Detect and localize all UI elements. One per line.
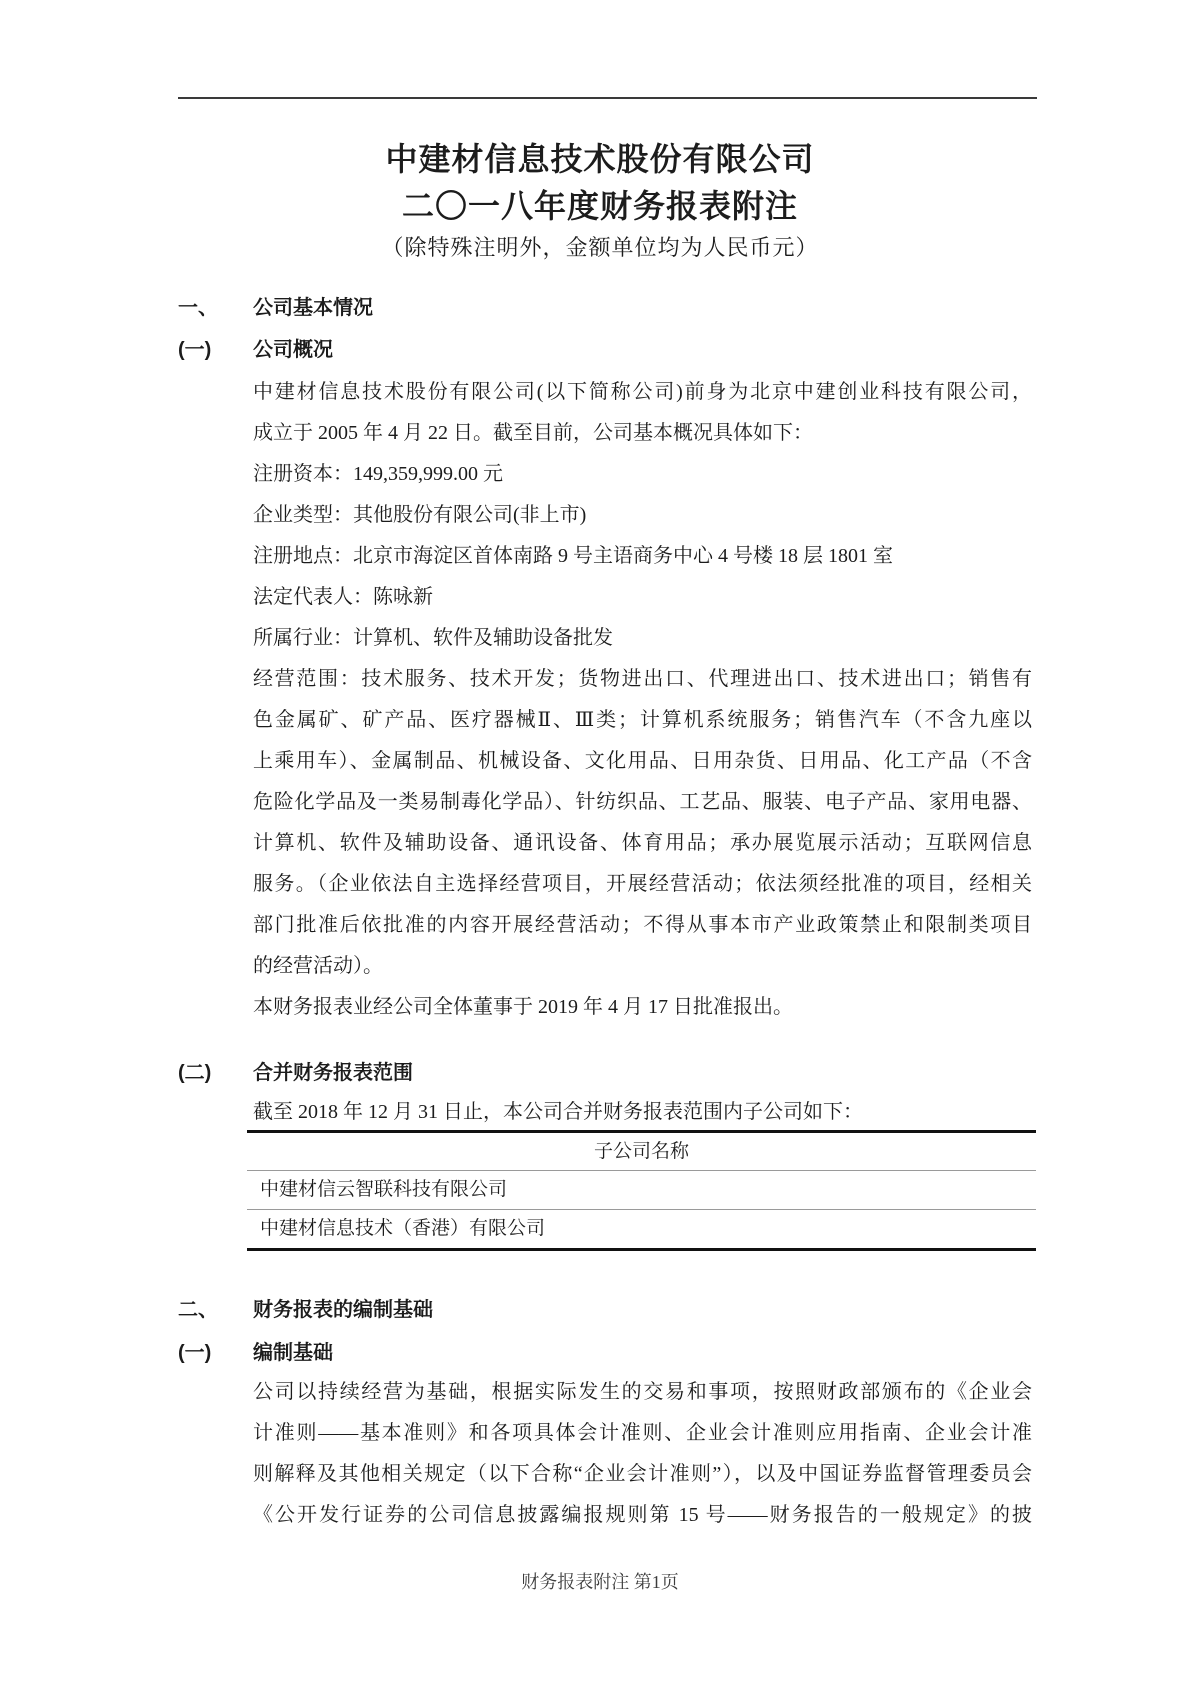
subsection-2-1-title: 编制基础 <box>253 1342 333 1364</box>
consolidation-scope-intro: 截至 2018 年 12 月 31 日止，本公司合并财务报表范围内子公司如下： <box>253 1101 863 1123</box>
subsection-1-2-title: 合并财务报表范围 <box>253 1062 413 1084</box>
paragraph-line: 企业类型：其他股份有限公司(非上市) <box>253 504 587 526</box>
paragraph-line: 则解释及其他相关规定（以下合称“企业会计准则”），以及中国证券监督管理委员会 <box>253 1463 1032 1485</box>
paragraph-line: 注册地点：北京市海淀区首体南路 9 号主语商务中心 4 号楼 18 层 1801 室 <box>253 545 893 567</box>
paragraph-line: 色金属矿、矿产品、医疗器械Ⅱ、Ⅲ类；计算机系统服务；销售汽车（不含九座以 <box>253 709 1032 731</box>
paragraph-line: 成立于 2005 年 4 月 22 日。截至目前，公司基本概况具体如下： <box>253 422 813 444</box>
table-row: 中建材信息技术（香港）有限公司 <box>260 1218 546 1239</box>
paragraph-line: 服务。（企业依法自主选择经营项目，开展经营活动；依法须经批准的项目，经相关 <box>253 873 1032 895</box>
report-title: 二〇一八年度财务报表附注 <box>401 188 798 224</box>
table-row: 中建材信云智联科技有限公司 <box>247 1171 1036 1210</box>
subsection-2-1-heading <box>178 1340 1032 1368</box>
company-overview-paragraph <box>253 372 1032 1028</box>
paragraph-line: 部门批准后依批准的内容开展经营活动；不得从事本市产业政策禁止和限制类项目 <box>253 914 1032 936</box>
paragraph-line: 本财务报表业经公司全体董事于 2019 年 4 月 17 日批准报出。 <box>253 996 793 1018</box>
preparation-basis-paragraph <box>253 1372 1032 1536</box>
subsidiaries-table <box>247 1130 1036 1251</box>
section-1-number: 一、 <box>178 297 218 319</box>
paragraph-line: 经营范围：技术服务、技术开发；货物进出口、代理进出口、技术进出口；销售有 <box>253 668 1032 690</box>
paragraph-line: 上乘用车）、金属制品、机械设备、文化用品、日用杂货、日用品、化工产品（不含 <box>253 750 1032 772</box>
subsection-1-1-title: 公司概况 <box>253 339 333 361</box>
subsection-1-2-heading <box>178 1060 1032 1088</box>
paragraph-line: 计准则——基本准则》和各项具体会计准则、企业会计准则应用指南、企业会计准 <box>253 1422 1032 1444</box>
subsection-1-2-number: (二) <box>178 1062 212 1084</box>
paragraph-line: 中建材信息技术股份有限公司(以下简称公司)前身为北京中建创业科技有限公司， <box>253 381 1032 403</box>
page-footer: 财务报表附注 第1页 <box>521 1572 679 1592</box>
section-1-title: 公司基本情况 <box>253 297 373 319</box>
paragraph-line: 法定代表人：陈咏新 <box>253 586 433 608</box>
paragraph-line: 计算机、软件及辅助设备、通讯设备、体育用品；承办展览展示活动；互联网信息 <box>253 832 1032 854</box>
paragraph-line: 公司以持续经营为基础，根据实际发生的交易和事项，按照财政部颁布的《企业会 <box>253 1381 1032 1403</box>
paragraph-line: 《公开发行证券的公司信息披露编报规则第 15 号——财务报告的一般规定》的披 <box>253 1504 1032 1526</box>
paragraph-line: 危险化学品及一类易制毒化学品）、针纺织品、工艺品、服装、电子产品、家用电器、 <box>253 791 1032 813</box>
section-2-number: 二、 <box>178 1299 218 1321</box>
paragraph-line: 注册资本：149,359,999.00 元 <box>253 463 503 485</box>
section-1-heading <box>178 295 1032 323</box>
currency-note: （除特殊注明外，金额单位均为人民币元） <box>381 235 819 260</box>
table-body <box>247 1171 1036 1248</box>
section-2-heading <box>178 1297 1032 1325</box>
company-title: 中建材信息技术股份有限公司 <box>385 141 815 177</box>
subsection-1-1-number: (一) <box>178 339 212 361</box>
header-rule <box>178 97 1037 99</box>
subsection-2-1-number: (一) <box>178 1342 212 1364</box>
document-header <box>0 136 1200 266</box>
paragraph-line: 所属行业：计算机、软件及辅助设备批发 <box>253 627 613 649</box>
subsection-1-1-heading <box>178 337 1032 365</box>
section-2-title: 财务报表的编制基础 <box>253 1299 433 1321</box>
table-header-subsidiary-name: 子公司名称 <box>247 1133 1036 1171</box>
paragraph-line: 的经营活动）。 <box>253 955 383 977</box>
